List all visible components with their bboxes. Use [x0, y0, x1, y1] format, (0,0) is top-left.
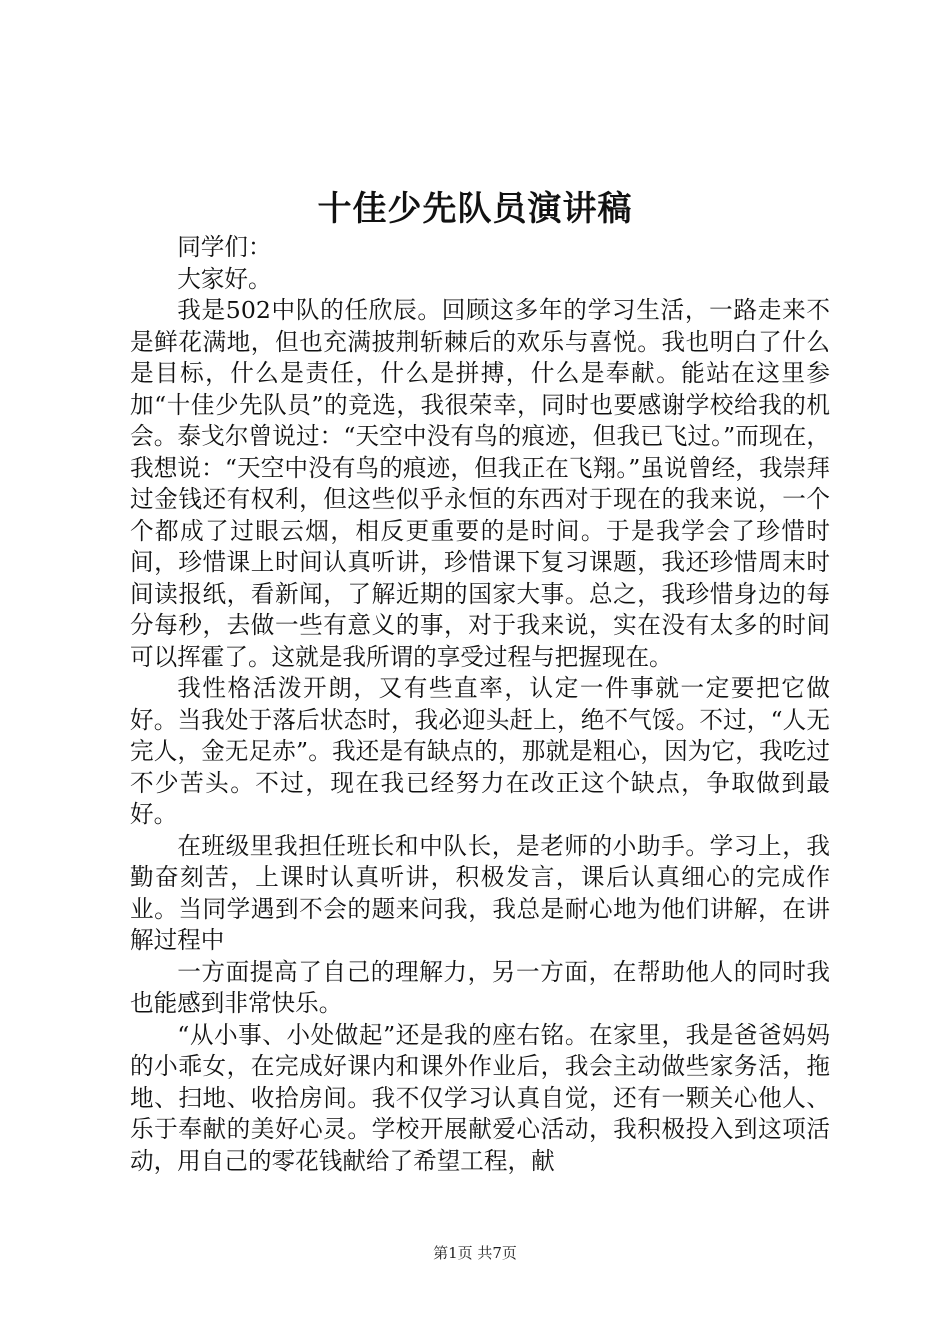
body-paragraph: 我性格活泼开朗，又有些直率，认定一件事就一定要把它做好。当我处于落后状态时，我必迎头赶上，绝不气馁。不过，“人无完人，金无足赤”。我还是有缺点的，那就是粗心，因为它，我吃过不少苦头。不过，现在我已经努力在改正这个缺点，争取做到最好。: [130, 674, 830, 828]
body-paragraph: “从小事、小处做起”还是我的座右铭。在家里，我是爸爸妈妈的小乖女，在完成好课内和课外作业后，我会主动做些家务活，拖地、扫地、收拾房间。我不仅学习认真自觉，还有一颗关心他人、乐于奉献的美好心灵。学校开展献爱心活动，我积极投入到这项活动，用自己的零花钱献给了希望工程，献: [130, 1020, 830, 1175]
document-body: [130, 232, 830, 1177]
body-paragraph: 一方面提高了自己的理解力，另一方面，在帮助他人的同时我也能感到非常快乐。: [130, 957, 830, 1017]
body-paragraph: 在班级里我担任班长和中队长，是老师的小助手。学习上，我勤奋刻苦，上课时认真听讲，积极发言，课后认真细心的完成作业。当同学遇到不会的题来问我，我总是耐心地为他们讲解，在讲解过程中: [130, 831, 830, 954]
greeting: 大家好。: [177, 264, 272, 293]
document-title: 十佳少先队员演讲稿: [317, 189, 633, 229]
body-paragraph: 我是502中队的任欣辰。回顾这多年的学习生活，一路走来不是鲜花满地，但也充满披荆斩棘后的欢乐与喜悦。我也明白了什么是目标，什么是责任，什么是拼搏，什么是奉献。能站在这里参加“十佳少先队员”的竞选，我很荣幸，同时也要感谢学校给我的机会。泰戈尔曾说过：“天空中没有鸟的痕迹，但我已飞过。”而现在，我想说：“天空中没有鸟的痕迹，但我正在飞翔。”虽说曾经，我崇拜过金钱还有权利，但这些似乎永恒的东西对于现在的我来说，一个个都成了过眼云烟，相反更重要的是时间。于是我学会了珍惜时间，珍惜课上时间认真听讲，珍惜课下复习课题，我还珍惜周末时间读报纸，看新闻，了解近期的国家大事。总之，我珍惜身边的每分每秒，去做一些有意义的事，对于我来说，实在没有太多的时间可以挥霍了。这就是我所谓的享受过程与把握现在。: [130, 296, 830, 671]
page-number-footer: 第1页 共7页: [433, 1244, 517, 1262]
salutation: 同学们：: [177, 233, 272, 261]
